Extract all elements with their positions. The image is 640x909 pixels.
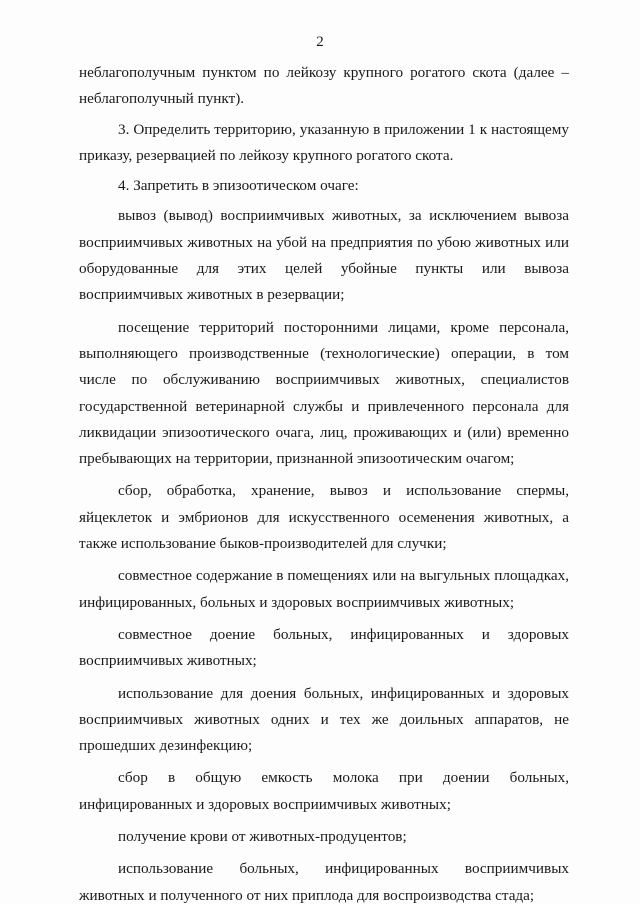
paragraph (79, 478, 569, 557)
text-line: числе по обслуживанию восприимчивых животных, специалистов (79, 371, 569, 389)
text-line: неблагополучный пункт). (79, 90, 245, 108)
text-line: яйцеклеток и эмбрионов для искусственного осеменения животных, а (79, 508, 569, 526)
text-line: восприимчивых животных в резервации; (79, 286, 345, 304)
text-line: оборудованные для этих целей убойные пункты или вывоза (79, 260, 569, 278)
text-line: 3. Определить территорию, указанную в приложении 1 к настоящему (118, 120, 569, 138)
text-line: 4. Запретить в эпизоотическом очаге: (118, 177, 359, 195)
text-line: пребывающих на территории, признанной эпизоотическим очагом; (79, 450, 515, 468)
paragraph (79, 173, 569, 199)
paragraph (79, 563, 569, 616)
text-line: восприимчивых животных одних и тех же доильных аппаратов, не (79, 710, 569, 728)
document-body (79, 60, 569, 909)
text-line: прошедших дезинфекцию; (79, 737, 253, 755)
text-line: восприимчивых животных; (79, 652, 257, 670)
paragraph (79, 681, 569, 760)
paragraph (79, 315, 569, 473)
text-line: выполняющего производственные (технологические) операции, в том (79, 344, 569, 362)
text-line: инфицированных и здоровых восприимчивых животных; (79, 795, 451, 813)
text-line: сбор, обработка, хранение, вывоз и использование спермы, (118, 482, 569, 500)
text-line: получение крови от животных-продуцентов; (118, 828, 407, 846)
paragraph (79, 622, 569, 675)
text-line: совместное доение больных, инфицированных и здоровых (118, 625, 569, 643)
text-line: вывоз (вывод) восприимчивых животных, за исключением вывоза (118, 207, 569, 225)
paragraph (79, 856, 569, 909)
text-line: совместное содержание в помещениях или на выгульных площадках, (118, 567, 569, 585)
text-line: неблагополучным пунктом по лейкозу крупного рогатого скота (далее – (79, 64, 569, 81)
text-line: приказу, резервацией по лейкозу крупного рогатого скота. (79, 146, 454, 164)
text-line: восприимчивых животных на убой на предприятия по убою животных или (79, 233, 569, 251)
text-line: животных и полученного от них приплода для воспроизводства стада; (79, 886, 535, 904)
page-number: 2 (316, 34, 324, 50)
text-line: инфицированных, больных и здоровых восприимчивых животных; (79, 593, 515, 611)
text-line: также использование быков-производителей для случки; (79, 535, 447, 553)
paragraph (79, 824, 569, 850)
paragraph (79, 765, 569, 818)
text-line: использование для доения больных, инфицированных и здоровых (118, 684, 569, 702)
text-line: государственной ветеринарной службы и привлеченного персонала для (79, 397, 569, 415)
text-line: использование больных, инфицированных восприимчивых (118, 860, 569, 878)
paragraph (79, 117, 569, 170)
paragraph (79, 60, 569, 113)
text-line: посещение территорий посторонними лицами, кроме персонала, (118, 318, 569, 336)
paragraph (79, 203, 569, 308)
text-line: ликвидации эпизоотического очага, лиц, проживающих и (или) временно (79, 423, 569, 441)
text-line: сбор в общую емкость молока при доении больных, (118, 769, 569, 787)
